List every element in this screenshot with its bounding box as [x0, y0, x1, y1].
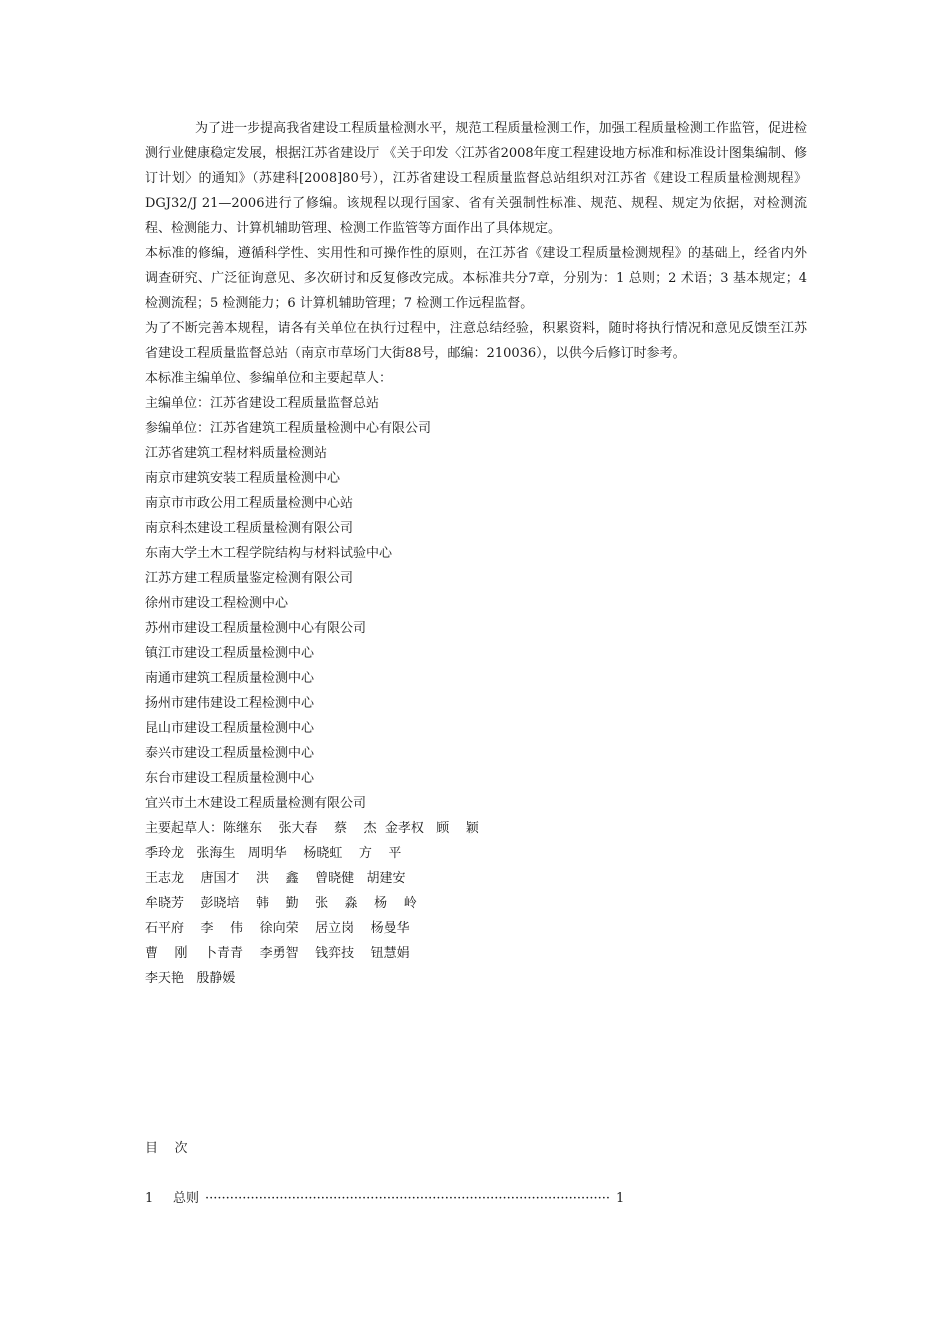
units-heading: 本标准主编单位、参编单位和主要起草人：: [145, 371, 393, 386]
participant-unit: 徐州市建设工程检测中心: [145, 596, 289, 611]
toc-leader-dots: ··································································································: [205, 1191, 610, 1206]
participant-unit: 泰兴市建设工程质量检测中心: [145, 746, 315, 761]
participant-unit: 镇江市建设工程质量检测中心: [145, 646, 315, 661]
participant-unit: 宜兴市土木建设工程质量检测有限公司: [145, 796, 367, 811]
participant-unit: 扬州市建伟建设工程检测中心: [145, 696, 315, 711]
intro-paragraph-2: 本标准的修编，遵循科学性、实用性和可操作性的原则，在江苏省《建设工程质量检测规程》的基础上，经省内外调查研究、广泛征询意见、多次研讨和反复修改完成。本标准共分7章，分别为：1 总则；2 术语；3 基本规定；4 检测流程；5 检测能力；6 计算机辅助管理；7 检测工作远程监督。: [145, 246, 807, 311]
participant-unit: 南京市市政公用工程质量检测中心站: [145, 496, 354, 511]
drafters-line: 曹 刚 卜青青 李勇智 钱弈技 钮慧娟: [145, 946, 410, 961]
drafters-line: 石平府 李 伟 徐向荣 居立岗 杨曼华: [145, 921, 410, 936]
participant-unit: 苏州市建设工程质量检测中心有限公司: [145, 621, 367, 636]
intro-paragraph-1: 为了进一步提高我省建设工程质量检测水平，规范工程质量检测工作，加强工程质量检测工作监管，促进检测行业健康稳定发展，根据江苏省建设厅 《关于印发〈江苏省2008年度工程建设地方标准和标准设计图集编制、修订计划〉的通知》（苏建科[2008]80号），江苏省建设工程质量监督总站组织对江苏省《建设工程质量检测规程》DGJ32/J 21—2006进行了修编。该规程以现行国家、省有关强制性标准、规范、规程、规定为依据，对检测流程、检测能力、计算机辅助管理、检测工作监管等方面作出了具体规定。: [145, 121, 807, 236]
document-body: [145, 116, 807, 991]
toc-entry[interactable]: [145, 1189, 625, 1209]
participant-unit: 昆山市建设工程质量检测中心: [145, 721, 315, 736]
drafters-line: 季玲龙 张海生 周明华 杨晓虹 方 平: [145, 846, 402, 861]
toc-entry-number: 1: [145, 1191, 154, 1206]
toc-entry-label: 总则: [173, 1191, 200, 1206]
participant-unit: 南京科杰建设工程质量检测有限公司: [145, 521, 354, 536]
participant-unit-first: 参编单位：江苏省建筑工程质量检测中心有限公司: [145, 421, 432, 436]
drafters-line: 王志龙 唐国才 洪 鑫 曾晓健 胡建安: [145, 871, 406, 886]
participant-unit: 东南大学土木工程学院结构与材料试验中心: [145, 546, 393, 561]
drafters-line: 李天艳 殷静媛: [145, 971, 236, 986]
participant-unit: 东台市建设工程质量检测中心: [145, 771, 315, 786]
drafters-line: 主要起草人：陈继东 张大春 蔡 杰 金孝权 顾 颖: [145, 821, 479, 836]
chief-editor-unit: 主编单位：江苏省建设工程质量监督总站: [145, 396, 380, 411]
drafters-line: 牟晓芳 彭晓培 韩 勤 张 淼 杨 岭: [145, 896, 417, 911]
participant-unit: 南京市建筑安装工程质量检测中心: [145, 471, 341, 486]
toc-title: 目 次: [145, 1141, 188, 1156]
participant-unit: 江苏方建工程质量鉴定检测有限公司: [145, 571, 354, 586]
participant-unit: 江苏省建筑工程材料质量检测站: [145, 446, 328, 461]
intro-paragraph-3: 为了不断完善本规程，请各有关单位在执行过程中，注意总结经验，积累资料，随时将执行情况和意见反馈至江苏省建设工程质量监督总站（南京市草场门大街88号，邮编：210036），以供今后修订时参考。: [145, 321, 807, 361]
participant-unit: 南通市建筑工程质量检测中心: [145, 671, 315, 686]
toc-entry-page: 1: [615, 1191, 625, 1206]
